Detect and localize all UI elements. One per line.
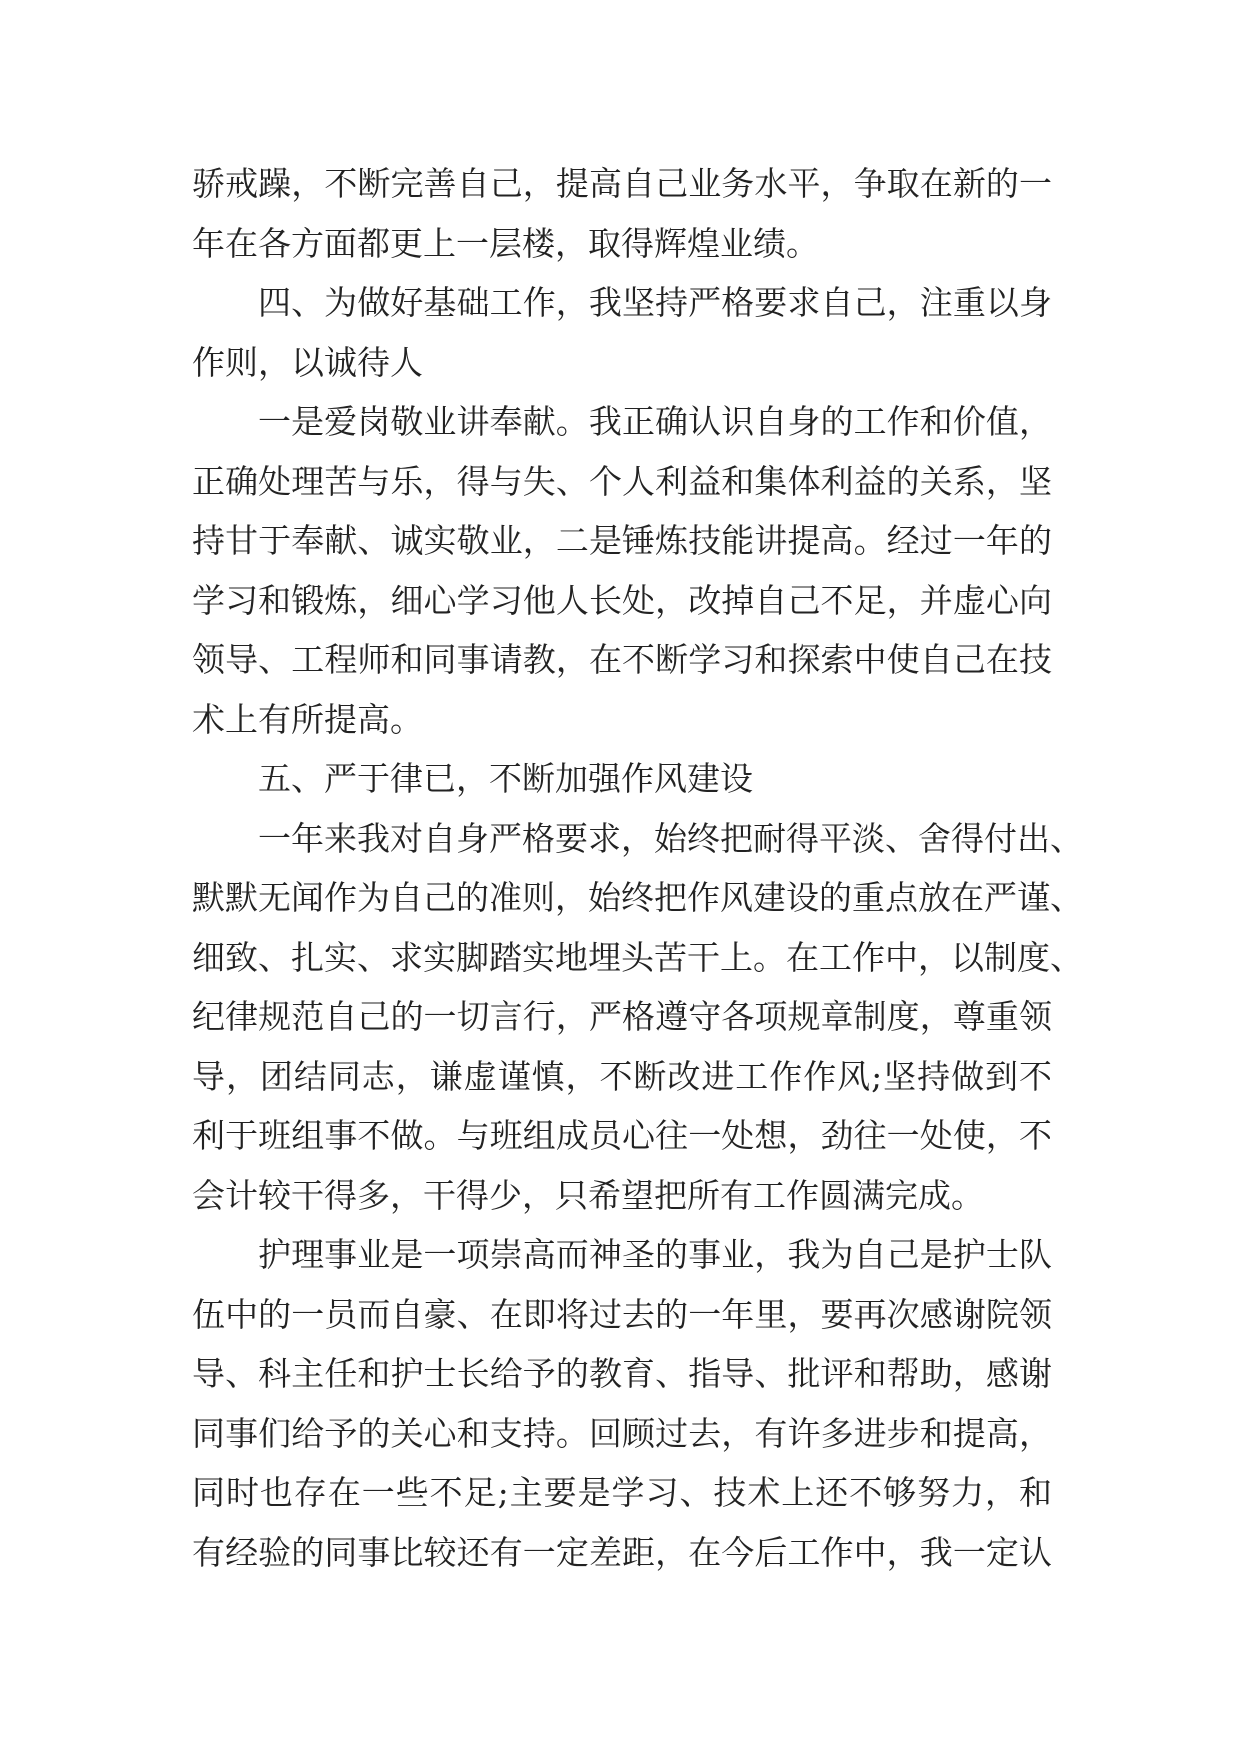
text-line: 伍中的一员而自豪、在即将过去的一年里，要再次感谢院领 <box>192 1294 1052 1334</box>
document-body <box>192 154 1083 1582</box>
text-line: 四、为做好基础工作，我坚持严格要求自己，注重以身 <box>258 283 1052 322</box>
text-line: 学习和锻炼，细心学习他人长处，改掉自己不足，并虚心向 <box>192 580 1052 620</box>
text-line: 领导、工程师和同事请教，在不断学习和探索中使自己在技 <box>192 640 1052 679</box>
text-line: 默默无闻作为自己的准则，始终把作风建设的重点放在严谨、 <box>192 878 1083 917</box>
text-line: 正确处理苦与乐，得与失、个人利益和集体利益的关系，坚 <box>192 461 1052 501</box>
text-line: 导、科主任和护士长给予的教育、指导、批评和帮助，感谢 <box>192 1354 1052 1393</box>
text-line: 利于班组事不做。与班组成员心往一处想，劲往一处使，不 <box>192 1116 1052 1155</box>
text-line: 细致、扎实、求实脚踏实地埋头苦干上。在工作中，以制度、 <box>192 937 1083 977</box>
text-line: 纪律规范自己的一切言行，严格遵守各项规章制度，尊重领 <box>192 997 1052 1036</box>
text-line: 会计较干得多，干得少，只希望把所有工作圆满完成。 <box>192 1175 984 1215</box>
text-line: 有经验的同事比较还有一定差距，在今后工作中，我一定认 <box>192 1532 1052 1572</box>
text-line: 作则，以诚待人 <box>192 342 423 382</box>
text-line: 一年来我对自身严格要求，始终把耐得平淡、舍得付出、 <box>258 818 1083 858</box>
text-line: 五、严于律已，不断加强作风建设 <box>258 759 753 798</box>
text-line: 护理事业是一项崇高而神圣的事业，我为自己是护士队 <box>258 1235 1052 1274</box>
text-line: 年在各方面都更上一层楼，取得辉煌业绩。 <box>192 223 819 263</box>
text-line: 一是爱岗敬业讲奉献。我正确认识自身的工作和价值， <box>258 402 1052 441</box>
text-line: 同时也存在一些不足;主要是学习、技术上还不够努力，和 <box>192 1473 1052 1512</box>
text-line: 骄戒躁，不断完善自己，提高自己业务水平，争取在新的一 <box>192 164 1052 203</box>
text-line: 同事们给予的关心和支持。回顾过去，有许多进步和提高， <box>192 1413 1052 1453</box>
text-line: 导，团结同志，谦虚谨慎，不断改进工作作风;坚持做到不 <box>192 1056 1052 1096</box>
text-line: 术上有所提高。 <box>192 699 423 739</box>
text-line: 持甘于奉献、诚实敬业，二是锤炼技能讲提高。经过一年的 <box>192 521 1052 560</box>
